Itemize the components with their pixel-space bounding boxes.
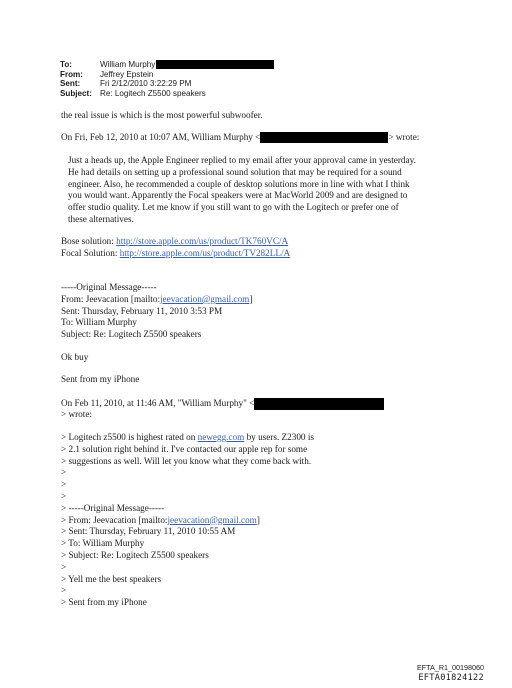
- from-prefix: From: Jeevacation [mailto:: [61, 293, 160, 304]
- orig1-to: To: William Murphy: [61, 317, 137, 328]
- orig1-body: Ok buy: [61, 352, 89, 362]
- to-label: To:: [60, 60, 72, 69]
- quoted-line: >: [61, 561, 67, 572]
- newegg-link[interactable]: newegg.com: [197, 432, 245, 442]
- reply-line: the real issue is which is the most powerful subwoofer.: [61, 110, 263, 120]
- quote2-wrote: > wrote:: [61, 409, 92, 419]
- quoted-line: > 2.1 solution right behind it. I've contacted our apple rep for some: [61, 443, 308, 454]
- product-links: [61, 236, 290, 260]
- quoted-sent: > Sent: Thursday, February 11, 2010 10:55 AM: [61, 526, 236, 537]
- quoted-line: >: [61, 585, 67, 596]
- bates-id-2: EFTA01824122: [418, 673, 484, 683]
- bates-id-1: EFTA_R1_00198060: [417, 663, 484, 672]
- quoted-line: >: [61, 479, 67, 490]
- quoted-to: > To: William Murphy: [61, 538, 145, 549]
- from-suffix: ]: [256, 514, 260, 525]
- email-link[interactable]: jeevacation@gmail.com: [167, 514, 257, 525]
- original-message-1: [61, 282, 252, 341]
- bose-line: [61, 236, 290, 248]
- subject-label: Subject:: [60, 88, 92, 98]
- paragraph-line: He had details on setting up a professional sound solution that may be required for a sound: [68, 166, 402, 177]
- focal-label: Focal Solution:: [61, 247, 120, 258]
- quote1-intro-suffix: > wrote:: [388, 132, 420, 142]
- header-subject-row: [60, 89, 274, 99]
- quoted-signature: > Sent from my iPhone: [61, 597, 147, 608]
- separator: -----Original Message-----: [61, 282, 157, 292]
- bose-link[interactable]: http://store.apple.com/us/product/TK760VC/A: [116, 236, 289, 246]
- paragraph-line: these alternatives.: [68, 213, 134, 224]
- paragraph-line: Just a heads up, the Apple Engineer replied to my email after your approval came in yesterday.: [68, 155, 416, 165]
- focal-line: [61, 248, 290, 260]
- quoted-text: > Logitech z5500 is highest rated on: [61, 432, 198, 442]
- quoted-separator: > -----Original Message-----: [61, 502, 165, 513]
- paragraph-line: offer studio quality. Let me know if you still want to go with the Logitech or prefer one of: [68, 202, 399, 213]
- paragraph-line: engineer. Also, he recommended a couple of desktop solutions more in line with what I think: [68, 178, 410, 189]
- focal-link[interactable]: http://store.apple.com/us/product/TV282LL/A: [119, 247, 291, 258]
- sent-value: Fri 2/12/2010 3:22:29 PM: [100, 79, 192, 89]
- quoted-block-2: [61, 432, 314, 609]
- orig1-subject: Subject: Re: Logitech Z5500 speakers: [61, 329, 202, 340]
- from-label: From:: [60, 69, 83, 79]
- orig1-from: [61, 294, 252, 306]
- bose-label: Bose solution:: [61, 236, 117, 246]
- from-prefix: > From: Jeevacation [mailto:: [61, 514, 168, 525]
- header-from-row: [60, 70, 274, 80]
- orig1-signature: Sent from my iPhone: [61, 374, 140, 384]
- redaction-bar: [260, 132, 388, 143]
- quote1-paragraph: [68, 155, 416, 226]
- paragraph-line: you would want. Apparently the Focal speakers were at MacWorld 2009 and are designed to: [68, 190, 408, 201]
- quoted-line: [61, 432, 314, 444]
- quoted-yell: > Yell me the best speakers: [61, 573, 162, 584]
- orig1-sent: Sent: Thursday, February 11, 2010 3:53 PM: [61, 305, 223, 316]
- sent-label: Sent:: [60, 79, 81, 89]
- redaction-bar: [254, 398, 384, 410]
- subject-value: Re: Logitech Z5500 speakers: [100, 88, 206, 98]
- quote2-intro-prefix: On Feb 11, 2010, at 11:46 AM, "William Murphy" <: [61, 398, 255, 409]
- email-link[interactable]: jeevacation@gmail.com: [160, 293, 250, 304]
- redaction-bar: [156, 60, 274, 69]
- quoted-line: >: [61, 490, 67, 501]
- quoted-text: by users. Z2300 is: [244, 432, 314, 442]
- quoted-subject: > Subject: Re: Logitech Z5500 speakers: [61, 549, 209, 560]
- from-value: Jeffrey Epstein: [100, 69, 154, 79]
- header-sent-row: [60, 79, 274, 89]
- quote2-intro: [61, 398, 384, 410]
- quoted-line: >: [61, 467, 67, 478]
- header-to-row: [60, 60, 274, 70]
- quote1-intro-prefix: On Fri, Feb 12, 2010 at 10:07 AM, William Murphy <: [61, 132, 261, 142]
- quote1-intro: [61, 132, 419, 144]
- quoted-line: > suggestions as well. Will let you know what they come back with.: [61, 455, 312, 466]
- to-value: William Murphy: [100, 60, 156, 69]
- email-header: [60, 60, 274, 98]
- quoted-from: [61, 515, 314, 527]
- from-suffix: ]: [249, 293, 253, 304]
